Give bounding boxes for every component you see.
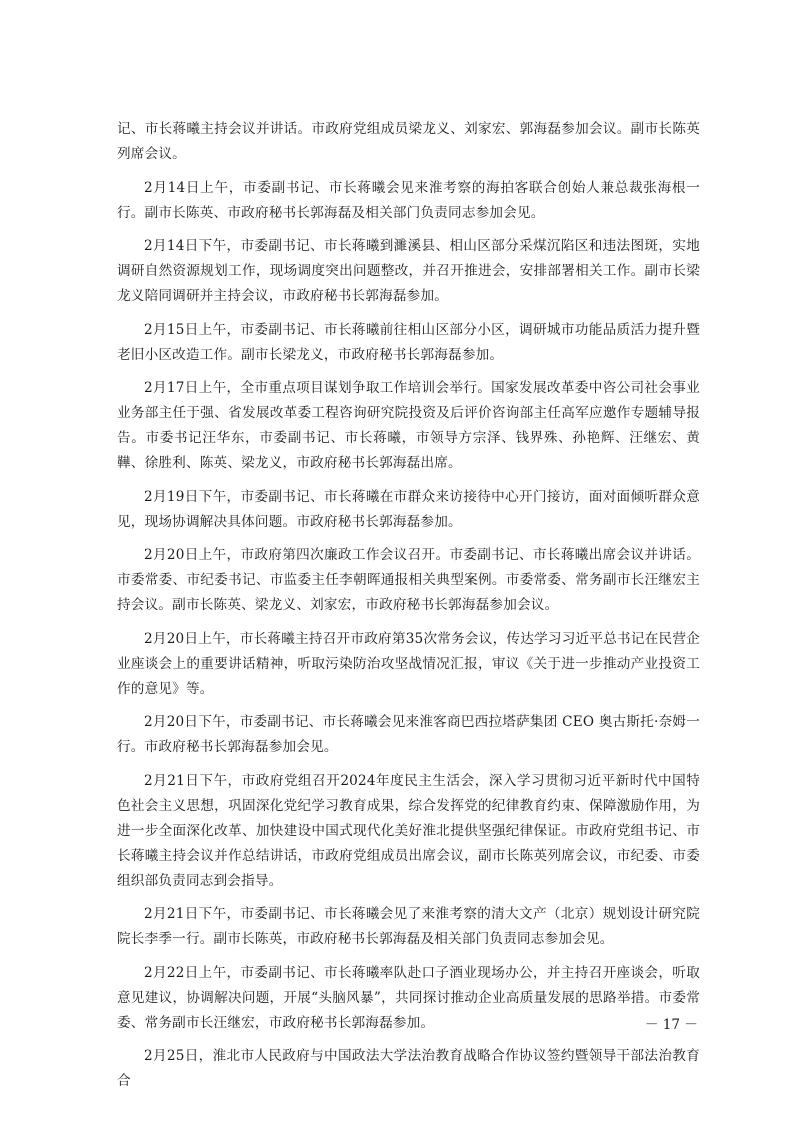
paragraph: 2月19日下午，市委副书记、市长蒋曦在市群众来访接待中心开门接访，面对面倾听群众意见，现场协调解决具体问题。市政府秘书长郭海磊参加。	[117, 488, 700, 530]
paragraph: 2月20日下午，市委副书记、市长蒋曦会见来淮客商巴西拉塔萨集团 CEO 奥古斯托·奈姆一行。市政府秘书长郭海磊参加会见。	[117, 714, 700, 755]
page-number: － 17 －	[644, 1017, 698, 1033]
document-body	[117, 117, 700, 1103]
paragraph: 2月20日上午，市政府第四次廉政工作会议召开。市委副书记、市长蒋曦出席会议并讲话。市委常委、市纪委书记、市监委主任李朝晖通报相关典型案例。市委常委、常务副市长汪继宏主持会议。副市长陈英、梁龙义、刘家宏，市政府秘书长郭海磊参加会议。	[117, 547, 700, 613]
paragraph: 2月15日上午，市委副书记、市长蒋曦前往相山区部分小区，调研城市功能品质活力提升暨老旧小区改造工作。副市长梁龙义，市政府秘书长郭海磊参加。	[117, 321, 700, 363]
paragraph: 记、市长蒋曦主持会议并讲话。市政府党组成员梁龙义、刘家宏、郭海磊参加会议。副市长陈英列席会议。	[117, 121, 700, 162]
paragraph: 2月14日上午，市委副书记、市长蒋曦会见来淮考察的海拍客联合创始人兼总裁张海根一行。副市长陈英、市政府秘书长郭海磊及相关部门负责同志参加会见。	[117, 179, 700, 221]
paragraph: 2月14日下午，市委副书记、市长蒋曦到濉溪县、相山区部分采煤沉陷区和违法图斑，实地调研自然资源规划工作，现场调度突出问题整改，并召开推进会，安排部署相关工作。副市长梁龙义陪同调研并主持会议，市政府秘书长郭海磊参加。	[117, 238, 700, 304]
paragraph: 2月17日上午，全市重点项目谋划争取工作培训会举行。国家发展改革委中咨公司社会事业业务部主任于强、省发展改革委工程咨询研究院投资及后评价咨询部主任高军应邀作专题辅导报告。市委书记汪华东，市委副书记、市长蒋曦，市领导方宗泽、钱界殊、孙艳辉、汪继宏、黄鞾、徐胜利、陈英、梁龙义，市政府秘书长郭海磊出席。	[117, 380, 700, 471]
paragraph: 2月25日，淮北市人民政府与中国政法大学法治教育战略合作协议签约暨领导干部法治教育合	[117, 1048, 700, 1089]
paragraph: 2月21日下午，市委副书记、市长蒋曦会见了来淮考察的清大文产（北京）规划设计研究院院长李季一行。副市长陈英，市政府秘书长郭海磊及相关部门负责同志参加会见。	[117, 906, 700, 947]
paragraph: 2月21日下午，市政府党组召开2024年度民主生活会，深入学习贯彻习近平新时代中国特色社会主义思想，巩固深化党纪学习教育成果，综合发挥党的纪律教育约束、保障激励作用，为进一步全面深化改革、加快建设中国式现代化美好淮北提供坚强纪律保证。市政府党组书记、市长蒋曦主持会议并作总结讲话，市政府党组成员出席会议，副市长陈英列席会议，市纪委、市委组织部负责同志到会指导。	[117, 772, 700, 889]
paragraph: 2月20日上午，市长蒋曦主持召开市政府第35次常务会议，传达学习习近平总书记在民营企业座谈会上的重要讲话精神，听取污染防治攻坚战情况汇报，审议《关于进一步推动产业投资工作的意见》等。	[117, 630, 700, 697]
paragraph: 2月22日上午，市委副书记、市长蒋曦率队赴口子酒业现场办公，并主持召开座谈会，听取意见建议，协调解决问题，开展“头脑风暴”，共同探讨推动企业高质量发展的思路举措。市委常委、常务副市长汪继宏，市政府秘书长郭海磊参加。	[117, 964, 700, 1031]
